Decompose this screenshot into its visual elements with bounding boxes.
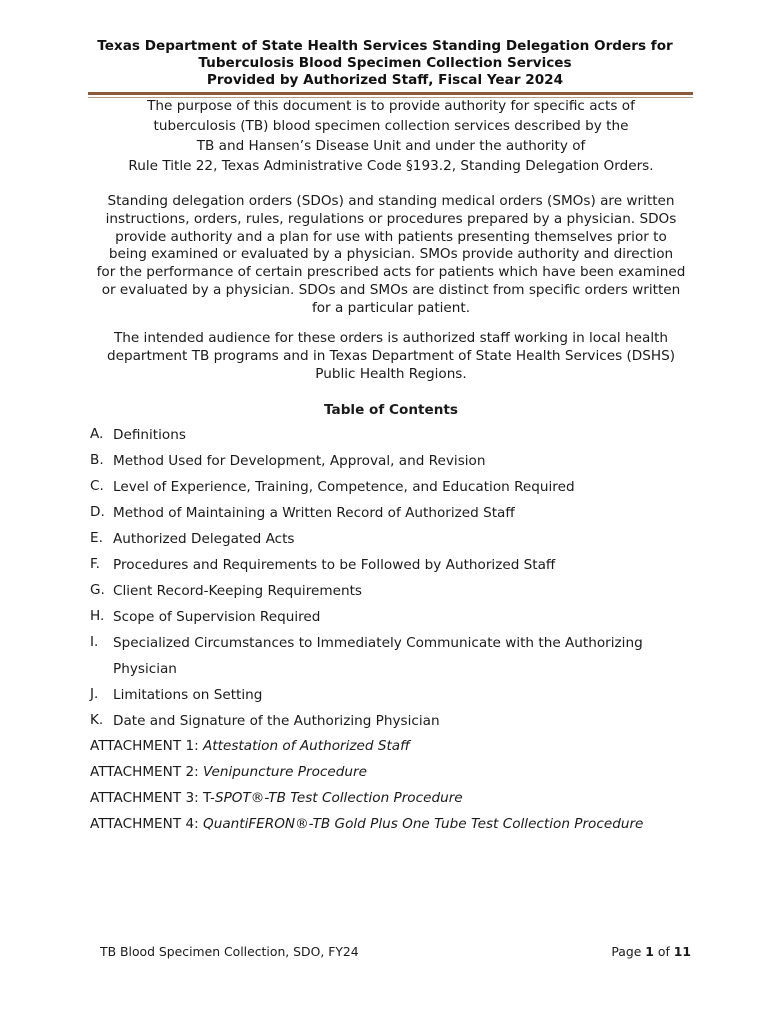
sdo-line: instructions, orders, rules, regulations or procedures prepared by a physician. SDOs xyxy=(105,210,677,227)
purpose-line: The purpose of this document is to provide authority for specific acts of xyxy=(147,98,635,114)
toc-text: Date and Signature of the Authorizing Physician xyxy=(113,712,440,729)
sdo-paragraph xyxy=(82,193,700,318)
page-prefix: Page xyxy=(611,944,646,959)
purpose-line: tuberculosis (TB) blood specimen collection services described by the xyxy=(153,118,629,134)
toc-text: Specialized Circumstances to Immediately Communicate with the Authorizing Physician xyxy=(113,634,643,677)
toc-letter: F. xyxy=(90,556,100,572)
toc-letter: G. xyxy=(90,582,105,598)
attachment-title: Venipuncture Procedure xyxy=(203,764,367,780)
toc-letter: I. xyxy=(90,634,99,650)
sdo-line: Standing delegation orders (SDOs) and standing medical orders (SMOs) are written xyxy=(107,193,675,209)
sdo-line: for the performance of certain prescribed acts for patients which have been examined xyxy=(96,264,686,281)
toc-letter: D. xyxy=(90,504,105,520)
toc-text: Method Used for Development, Approval, and Revision xyxy=(113,452,486,469)
attachment-1 xyxy=(90,737,700,763)
toc-text: Authorized Delegated Acts xyxy=(113,530,295,547)
sdo-line: or evaluated by a physician. SDOs and SMOs are distinct from specific orders written xyxy=(101,281,681,298)
purpose-line: TB and Hansen’s Disease Unit and under the authority of xyxy=(196,138,586,154)
document-title xyxy=(60,38,710,89)
toc-letter: B. xyxy=(90,452,104,468)
title-line-1: Texas Department of State Health Services Standing Delegation Orders for xyxy=(97,38,673,54)
toc-text: Limitations on Setting xyxy=(113,686,263,703)
toc-text: Client Record-Keeping Requirements xyxy=(113,582,362,599)
toc-text: Procedures and Requirements to be Followed by Authorized Staff xyxy=(113,556,556,573)
toc-letter: K. xyxy=(90,712,104,728)
audience-line: The intended audience for these orders is authorized staff working in local health xyxy=(113,330,669,346)
sdo-line: provide authority and a plan for use with patients presenting themselves prior to xyxy=(115,228,667,245)
toc-text: Definitions xyxy=(113,426,186,443)
attachment-label: ATTACHMENT 3: T- xyxy=(90,790,215,806)
toc-letter: E. xyxy=(90,530,103,546)
toc-heading: Table of Contents xyxy=(324,402,458,418)
toc-text: Level of Experience, Training, Competence, and Education Required xyxy=(113,478,575,495)
footer-page-number xyxy=(611,944,691,960)
toc-item-k xyxy=(90,711,700,737)
attachment-title: QuantiFERON®-TB Gold Plus One Tube Test Collection Procedure xyxy=(203,816,644,832)
footer-document-name: TB Blood Specimen Collection, SDO, FY24 xyxy=(100,944,359,959)
toc-letter: A. xyxy=(90,426,104,442)
toc-letter: J. xyxy=(90,686,99,702)
attachment-4 xyxy=(90,815,700,841)
attachment-title: SPOT®-TB Test Collection Procedure xyxy=(214,790,463,806)
audience-paragraph xyxy=(82,330,700,383)
title-line-2: Tuberculosis Blood Specimen Collection Services xyxy=(198,55,572,71)
title-line-3: Provided by Authorized Staff, Fiscal Year 2024 xyxy=(206,72,564,88)
sdo-line: being examined or evaluated by a physician. SMOs provide authority and direction xyxy=(108,246,674,263)
attachment-2 xyxy=(90,763,700,789)
purpose-line: Rule Title 22, Texas Administrative Code §193.2, Standing Delegation Orders. xyxy=(128,158,654,174)
page-of: of xyxy=(653,944,674,959)
toc-item-i xyxy=(90,633,700,685)
toc-letter: C. xyxy=(90,478,104,494)
audience-line: department TB programs and in Texas Department of State Health Services (DSHS) xyxy=(106,347,676,364)
attachment-3 xyxy=(90,789,700,815)
purpose-paragraph xyxy=(82,96,700,176)
current-page: 1 xyxy=(645,944,654,959)
table-of-contents xyxy=(90,425,700,841)
total-pages: 11 xyxy=(673,944,691,959)
attachment-label: ATTACHMENT 4: xyxy=(90,816,203,832)
attachment-label: ATTACHMENT 1: xyxy=(90,738,203,754)
attachment-title: Attestation of Authorized Staff xyxy=(203,738,410,754)
attachment-label: ATTACHMENT 2: xyxy=(90,764,203,780)
title-divider xyxy=(88,92,693,95)
sdo-line: for a particular patient. xyxy=(311,299,471,316)
toc-text: Method of Maintaining a Written Record of Authorized Staff xyxy=(113,504,515,521)
toc-text: Scope of Supervision Required xyxy=(113,608,321,625)
audience-line: Public Health Regions. xyxy=(315,365,467,382)
toc-letter: H. xyxy=(90,608,105,624)
